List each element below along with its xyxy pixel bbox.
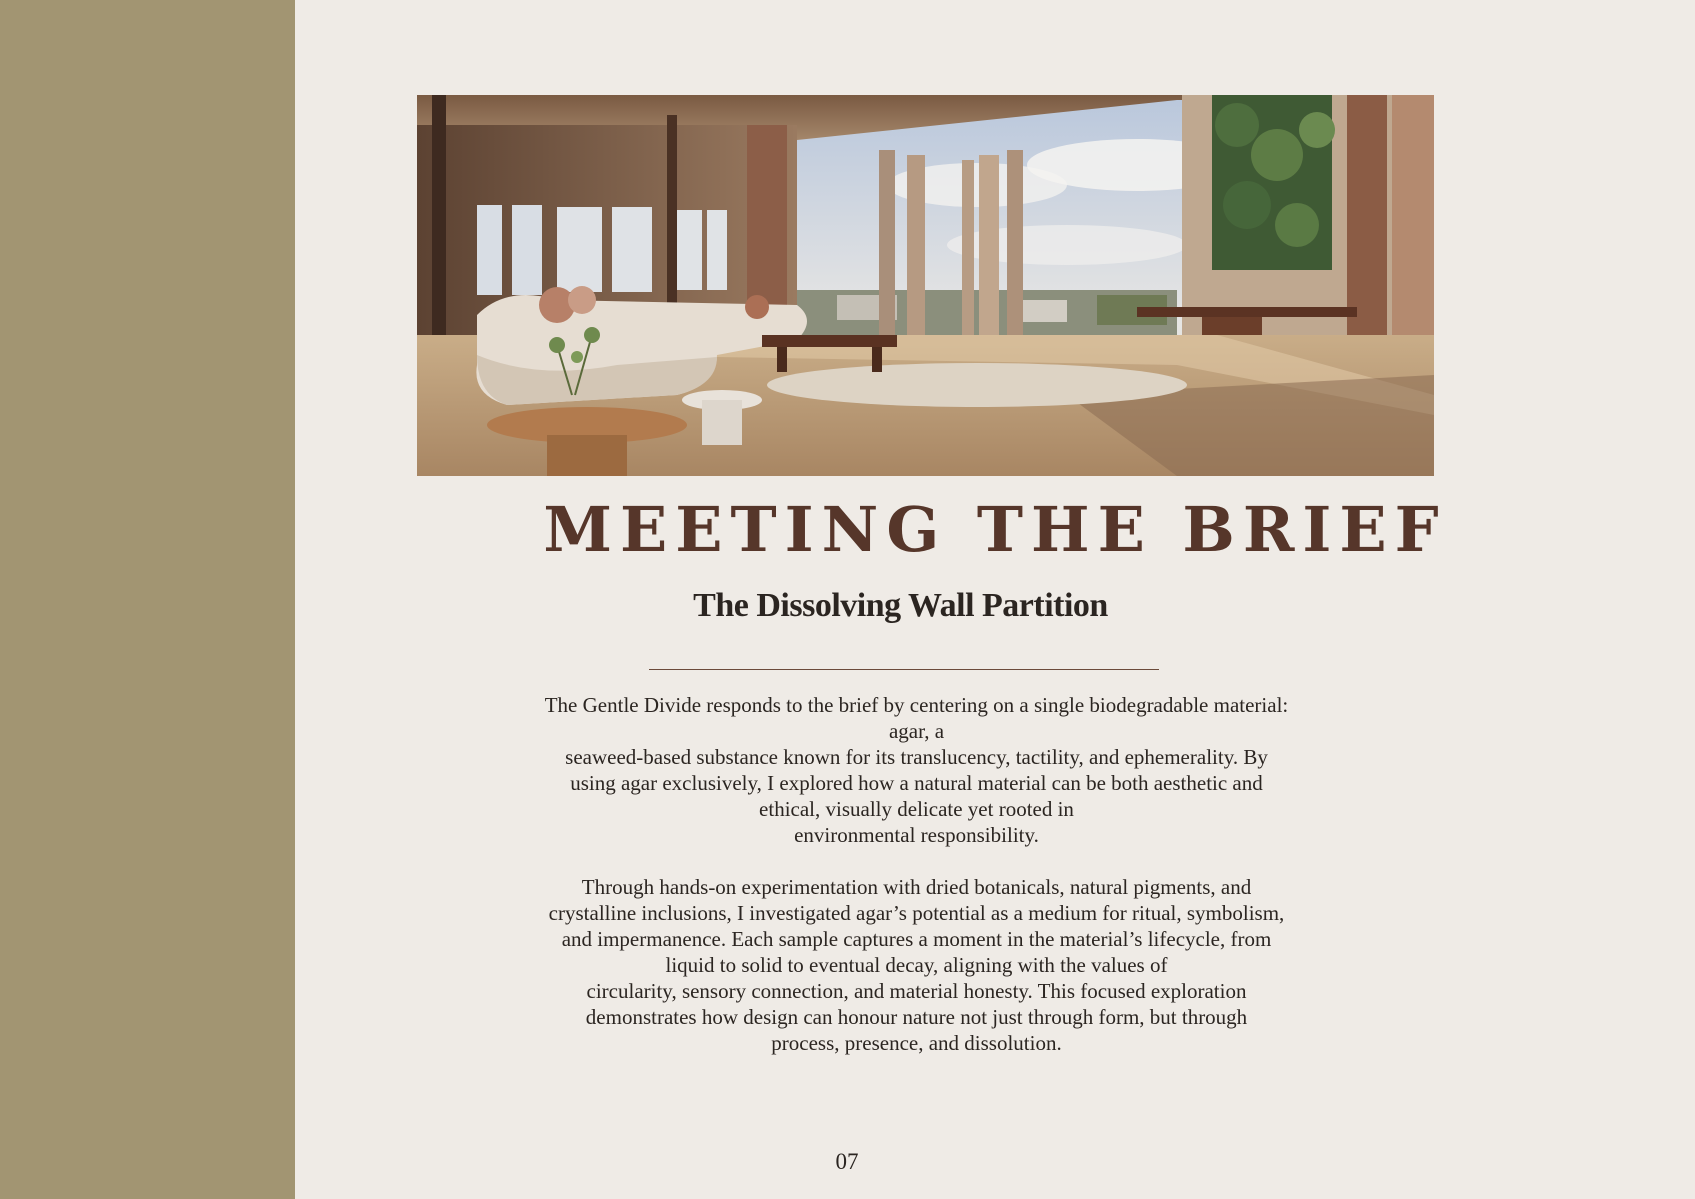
line: demonstrates how design can honour nature not just through form, but through <box>585 1005 1248 1029</box>
divider <box>649 669 1159 670</box>
page-number: 07 <box>835 1149 859 1174</box>
page-subtitle: The Dissolving Wall Partition <box>693 587 1108 624</box>
line: liquid to solid to eventual decay, aligning with the values of <box>665 953 1168 977</box>
line: seaweed-based substance known for its translucency, tactility, and ephemerality. By <box>565 745 1268 769</box>
line: agar, a <box>888 719 945 743</box>
line: crystalline inclusions, I investigated agar’s potential as a medium for ritual, symbolism, <box>548 901 1285 925</box>
line: and impermanence. Each sample captures a moment in the material’s lifecycle, from <box>561 927 1272 951</box>
line: The Gentle Divide responds to the brief by centering on a single biodegradable material: <box>544 693 1289 717</box>
paragraph-2 <box>480 874 1353 1056</box>
interior-render-image <box>417 95 1434 476</box>
line: ethical, visually delicate yet rooted in <box>759 797 1074 821</box>
line: environmental responsibility. <box>794 823 1039 847</box>
line: process, presence, and dissolution. <box>771 1031 1062 1055</box>
sidebar-band <box>0 0 295 1199</box>
line: using agar exclusively, I explored how a natural material can be both aesthetic and <box>570 771 1263 795</box>
body-text <box>480 692 1353 1056</box>
paragraph-1 <box>480 692 1353 848</box>
page-title: MEETING THE BRIEF <box>543 493 1447 566</box>
line: Through hands-on experimentation with dried botanicals, natural pigments, and <box>581 875 1252 899</box>
line: circularity, sensory connection, and material honesty. This focused exploration <box>586 979 1247 1003</box>
interior-render-illustration <box>417 95 1434 476</box>
